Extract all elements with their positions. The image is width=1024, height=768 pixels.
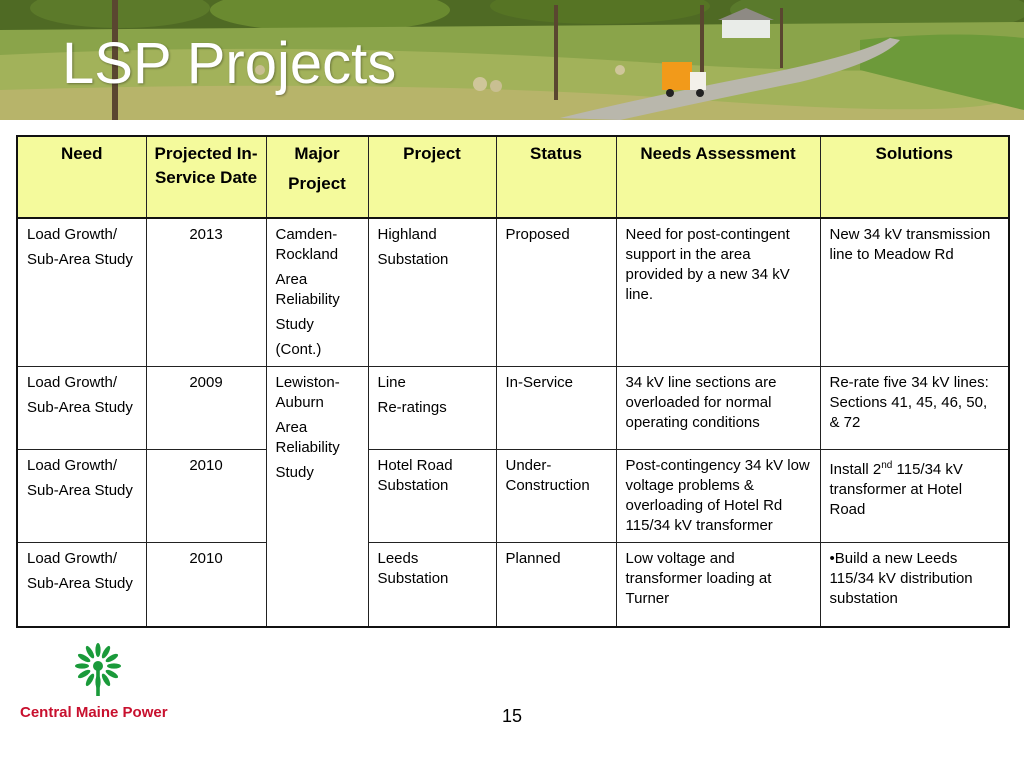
cell-status: Planned [496,543,616,627]
column-header-major-project [266,136,368,218]
table-row [17,218,1009,367]
major-line-4: (Cont.) [275,341,322,358]
cell-solutions: •Build a new Leeds 115/34 kV distribution substation [820,543,1009,627]
need-line-1: Load Growth/ [27,226,118,243]
need-line-1: Load Growth/ [27,550,118,567]
cell-needs-assessment: Low voltage and transformer loading at Turner [616,543,820,627]
table-row [17,450,1009,543]
cell-status: Proposed [496,218,616,367]
cell-status: Under-Construction [496,450,616,543]
column-header-need: Need [17,136,146,218]
column-header-solutions: Solutions [820,136,1009,218]
cell-date: 2010 [146,543,266,627]
project-line-1: Line [377,374,406,391]
column-header-date: Projected In-Service Date [146,136,266,218]
header-banner [0,0,1024,120]
column-header-needs-assessment: Needs Assessment [616,136,820,218]
solutions-superscript: nd [881,460,893,471]
cell-solutions: New 34 kV transmission line to Meadow Rd [820,218,1009,367]
need-line-1: Load Growth/ [27,457,118,474]
need-line-2: Sub-Area Study [27,399,133,416]
major-line-1: Major [294,144,340,163]
major-line-2: Area Reliability [275,271,340,308]
cell-status: In-Service [496,367,616,450]
major-line-3: Study [275,316,314,333]
major-line-2: Area Reliability [275,419,340,456]
solutions-text-pre: Install 2 [829,461,882,478]
cell-project: Leeds Substation [368,543,496,627]
major-line-2: Project [288,174,346,193]
page-number: 15 [501,706,523,726]
cell-date: 2010 [146,450,266,543]
cell-needs-assessment: Post-contingency 34 kV low voltage problems & overloading of Hotel Rd 115/34 kV transformer [616,450,820,543]
company-name: Central Maine Power [20,704,168,721]
column-header-project: Project [368,136,496,218]
project-line-2: Re-ratings [377,399,447,416]
pine-tree-emblem-icon [70,642,126,700]
cell-need [17,218,146,367]
cell-needs-assessment: Need for post-contingent support in the area provided by a new 34 kV line. [616,218,820,367]
cell-solutions [820,450,1009,543]
project-line-1: Highland [377,226,437,243]
cell-need [17,367,146,450]
solutions-text-post: 115/34 kV transformer at Hotel Road [829,461,963,518]
cell-solutions: Re-rate five 34 kV lines: Sections 41, 45, 46, 50, & 72 [820,367,1009,450]
cell-project [368,367,496,450]
need-line-2: Sub-Area Study [27,575,133,592]
major-line-1: Camden-Rockland [275,226,339,263]
major-line-3: Study [275,464,314,481]
table-row [17,543,1009,627]
projects-table [16,135,1010,628]
major-line-1: Lewiston-Auburn [275,374,340,411]
table-row [17,367,1009,450]
table-header-row [17,136,1009,218]
cell-date: 2013 [146,218,266,367]
need-line-2: Sub-Area Study [27,482,133,499]
cell-project: Hotel Road Substation [368,450,496,543]
cell-need [17,543,146,627]
cell-major-project [266,367,368,627]
cell-major-project [266,218,368,367]
cell-need [17,450,146,543]
need-line-2: Sub-Area Study [27,251,133,268]
cell-project [368,218,496,367]
cell-needs-assessment: 34 kV line sections are overloaded for normal operating conditions [616,367,820,450]
column-header-status: Status [496,136,616,218]
project-line-2: Substation [377,251,449,268]
slide-title: LSP Projects [62,31,397,96]
need-line-1: Load Growth/ [27,374,118,391]
cell-date: 2009 [146,367,266,450]
company-logo [18,642,178,722]
